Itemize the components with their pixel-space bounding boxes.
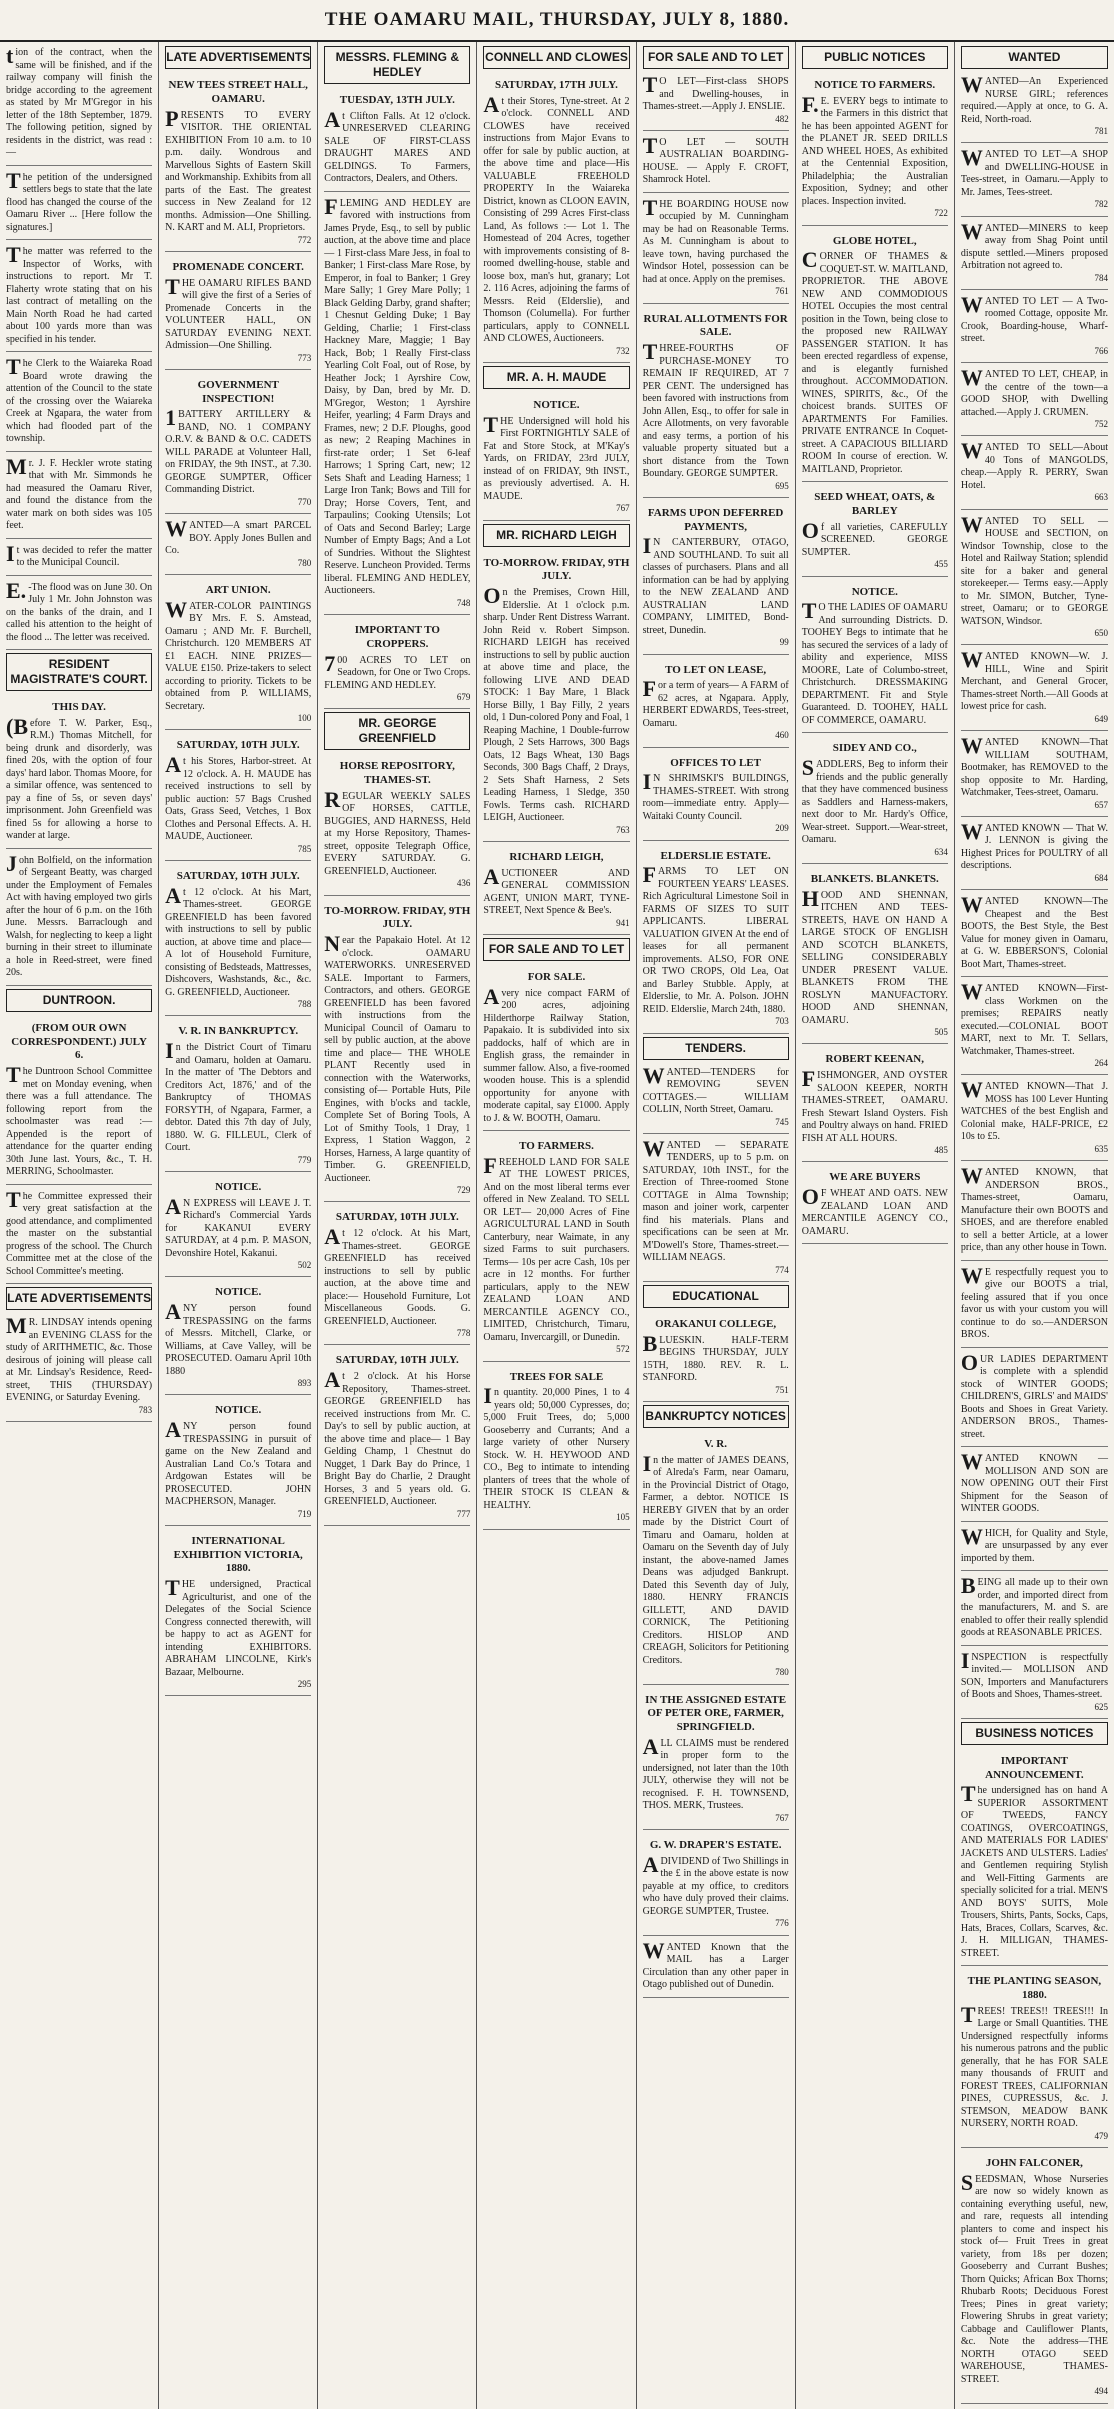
ad-title: SEED WHEAT, OATS, & BARLEY	[814, 491, 936, 517]
ad-text: WANTED KNOWN — MOLLISON AND SON are NOW OPENING OUT their First Shipment for the Season of WINTER GOODS.	[960, 1449, 1108, 1514]
ad-text: THE OAMARU RIFLES BAND will give the first of a Series of Promenade Concerts in the VOLUNTEER HALL, ON SATURDAY EVENING NEXT. Admission—One Shilling.	[165, 273, 312, 351]
advertisement	[643, 196, 789, 304]
ad-title: V. R. IN BANKRUPTCY.	[178, 1025, 299, 1038]
ad-reference-number: 684	[1094, 872, 1108, 883]
ad-title: ART UNION.	[205, 583, 271, 596]
ad-reference-number: 780	[775, 1667, 789, 1678]
ad-reference-number: 625	[1094, 1701, 1108, 1712]
ad-text: OUR LADIES DEPARTMENT is complete with a splendid stock of WINTER GOODS; CHILDREN'S, GIRLS' and MAIDS' Boots and Shoes in Great Variety. ANDERSON BROS., Thames-street.	[960, 1349, 1108, 1440]
advertisement	[6, 852, 152, 986]
ad-text: WANTED Known that the MAIL has a Larger Circulation than any other paper in Otago published out of Dunedin.	[642, 1937, 789, 1990]
ad-text: FISHMONGER, AND OYSTER SALOON KEEPER, NORTH THAMES-STREET, OAMARU. Fresh Stewart Island Oysters. Fish and Poultry always on hand. FRIED FISH AT ALL HOURS.	[801, 1066, 948, 1144]
ad-text: WANTED TO LET, CHEAP, in the centre of the town—a GOOD SHOP, with Dwelling attached.—Apply J. CRUMEN.	[960, 365, 1108, 418]
advertisement	[802, 1165, 948, 1244]
ad-reference-number: 572	[616, 1344, 630, 1355]
ad-reference-number: 634	[934, 846, 948, 857]
advertisement	[165, 1175, 311, 1278]
section-heading: RESIDENT MAGISTRATE'S COURT.	[6, 653, 152, 691]
ad-reference-number: 763	[616, 824, 630, 835]
ad-text: At 12 o'clock. At his Mart, Thames-street. GEORGE GREENFIELD has received instructions to sell by public auction, at the above time and place:— Household Furniture, Lot Miscellaneous Goods. G. GREENFIELD, Auctioneer.	[324, 1224, 471, 1327]
advertisement	[961, 366, 1108, 436]
ad-text: At Clifton Falls. At 12 o'clock. UNRESERVED CLEARING SALE OF FIRST-CLASS DRAUGHT MARES AND GELDINGS. To Farmers, Contractors, Dealers, and Others.	[324, 106, 471, 185]
ad-title: V. R.	[704, 1438, 727, 1450]
ad-reference-number: 778	[456, 1328, 471, 1338]
ad-text: Near the Papakaio Hotel. At 12 o'clock. OAMARU WATERWORKS. UNRESERVED SALE. Important to Farmers, Contractors, and others. GEORGE GREENFIELD has been favored with instructions from the Municipal Council of Oamaru to sell by public auction, at the above time and place— THE WHOLE PLANT Recently used in connection with the Waterworks, consisting of— Portable Huts, Pile Engines, with b'ocks and tackle, Complete Set of Boring Tools, A Lot of Smithy Tools, 1 Dray, 1 Express, 1 Station Waggon, 2 Horses, Harness, A large quantity of Timber. G. GREENFIELD, Auctioneer.	[324, 931, 471, 1184]
advertisement	[483, 1365, 629, 1530]
ad-text: At 2 o'clock. At his Horse Repository, Thames-street. GEORGE GREENFIELD has received instructions from Mr. C. Day's to sell by public auction, at the above time and place— 1 Bay Gelding Champ, 1 Chestnut do Nugget, 1 Dark Bay do Prince, 1 Bright Bay do Charlie, 2 Draught Horses, 3 and 5 years old. G. GREENFIELD, Auctioneer.	[324, 1367, 471, 1507]
ad-text: SADDLERS, Beg to inform their friends and the public generally that they have commenced business as Saddlers and Harness-makers, next door to Mr. Hardy's Office, Wear-street. Support.—Wear-street, Oamaru.	[801, 755, 948, 845]
advertisement	[6, 455, 152, 539]
ad-text: BEING all made up to their own order, and imported direct from the manufacturers, M. and S. are enabled to offer their really splendid goods at REASONABLE PRICES.	[960, 1573, 1108, 1638]
advertisement	[6, 542, 152, 576]
advertisement	[165, 733, 311, 861]
advertisement	[324, 1205, 470, 1345]
ad-reference-number: 100	[297, 713, 312, 723]
ad-text: TO THE LADIES OF OAMARU And surrounding Districts. D. TOOHEY Begs to intimate that he has secured the services of a lady of ability and experience, MISS MOORE, Late of Columbo-street, Christchurch. DRESSMAKING DEPARTMENT. Fit and Style Guaranteed. D. TOOHEY, HALL OF COMMERCE, OAMARU.	[801, 598, 948, 726]
ad-reference-number: 635	[1094, 1143, 1108, 1154]
column-7	[955, 42, 1114, 2409]
section-heading: BUSINESS NOTICES	[961, 1722, 1108, 1745]
section-heading: MR. GEORGE GREENFIELD	[324, 712, 470, 750]
ad-text: At his Stores, Harbor-street. At 12 o'clock. A. H. MAUDE has received instructions to sell by public auction: 57 Bags Crushed Oats, Grass Seed, Vetches, 1 Box Clothes and Personal Effects. A. H. MAUDE, Auctioneer.	[165, 752, 312, 842]
ad-reference-number: 732	[616, 345, 630, 356]
ad-text: WANTED—MINERS to keep away from Shag Point until dispute settled.—Miners proposed Arbitration not agreed to.	[960, 218, 1108, 271]
advertisement	[961, 1574, 1108, 1646]
ad-text: HOOD AND SHENNAN, ITCHEN AND TEES-STREETS, HAVE ON HAND A LARGE STOCK OF ENGLISH AND SCOTCH BLANKETS, SELLING CONSIDERABLY UNDER PRESENT VALUE. BLANKETS FROM THE ROSLYN MANUFACTORY. HOOD AND SHENNAN, OAMARU.	[801, 885, 948, 1026]
advertisement	[643, 501, 789, 655]
advertisement	[961, 1078, 1108, 1161]
ad-reference-number: 679	[456, 692, 471, 702]
advertisement	[324, 618, 470, 709]
ad-title: SATURDAY, 10TH JULY.	[176, 869, 300, 882]
ad-text: FREEHOLD LAND FOR SALE AT THE LOWEST PRICES, And on the most liberal terms ever offered in New Zealand. TO SELL OR LET— 20,000 Acres of Fine AGRICULTURAL LAND in South Canterbury, near Waimate, in any sized Farms to suit purchasers. Terms— 10s per acre Cash, 10s per acre in 12 months. For further particulars, apply to the NEW ZEALAND LOAN AND MERCANTILE AGENCY CO., LIMITED, Christchurch, Timaru, Oamaru, Invercargill, or Dunedin.	[483, 1152, 630, 1343]
masthead	[0, 0, 1114, 42]
ad-title: WE ARE BUYERS	[829, 1171, 921, 1184]
ad-reference-number: 657	[1094, 799, 1108, 810]
advertisement	[961, 220, 1108, 290]
ad-title: FOR SALE.	[527, 970, 586, 983]
ad-title: IN THE ASSIGNED ESTATE OF PETER ORE, FARMER, SPRINGFIELD.	[645, 1693, 787, 1733]
advertisement	[961, 980, 1108, 1075]
advertisement	[483, 551, 629, 842]
section-heading: EDUCATIONAL	[643, 1285, 789, 1308]
ad-title: NOTICE.	[851, 585, 898, 598]
ad-text: THREE-FOURTHS OF PURCHASE-MONEY TO REMAIN IF REQUIRED, AT 7 PER CENT. The undersigned has been favored with instructions from John Allen, Esq., to offer for sale in Acre Allotments, on very favorable and easy terms, a portion of his valuable property situated but a short distance from the Town Boundary. GEORGE SUMPTER.	[642, 339, 789, 479]
ad-title: NEW TEES STREET HALL, OAMARU.	[168, 79, 308, 105]
ad-text: WANTED KNOWN—That J. MOSS has 100 Lever Hunting WATCHES of the best English and Colonial make, HALF-PRICE, £2 10s to £5.	[960, 1077, 1108, 1143]
advertisement	[643, 134, 789, 193]
advertisement	[643, 73, 789, 131]
advertisement	[643, 1833, 789, 1936]
ad-reference-number: 99	[779, 637, 789, 648]
advertisement	[643, 1064, 789, 1134]
advertisement	[802, 229, 948, 483]
advertisement	[6, 579, 152, 651]
advertisement	[483, 393, 629, 521]
ad-text: The matter was referred to the Inspector of Works, with instructions to report. Mr T. Flaherty wrote stating that on his last contract of metalling on the Main North Road he had carted about 100 yards more than was specified in his tender.	[6, 242, 153, 345]
advertisement	[643, 1688, 789, 1831]
ad-reference-number: 460	[775, 730, 789, 741]
advertisement	[961, 893, 1108, 977]
ad-title: HORSE REPOSITORY, THAMES-ST.	[339, 760, 455, 786]
ad-title: ORAKANUI COLLEGE,	[655, 1318, 777, 1330]
ad-text: On the Premises, Crown Hill, Elderslie. At 1 o'clock p.m. sharp. Under Rent Distress Warrant. John Reid v. Robert Simpson. RICHARD LEIGH has received instructions to sell by public auction at above time and place, the following LIVE AND DEAD STOCK: 1 Bay Mare, 1 Black Horse Billy, 1 Bay Filly, 2 years old, 1 Dun-colored Pony and Foal, 1 Reaping Machine, 1 Double-furrow Plough, 2 Sets Harrows, 300 Bags Oats, 12 Bags Wheat, 130 Bags Seconds, 300 Bags Chaff, 2 Drays, 2 Sets Shaft Harness, 2 Sets Leading Harness, 1 Sledge, 350 Fowls. Terms cash. RICHARD LEIGH, Auctioneer.	[483, 583, 630, 823]
ad-title: ROBERT KEENAN,	[825, 1053, 924, 1066]
advertisement	[6, 1188, 152, 1285]
section-heading: BANKRUPTCY NOTICES	[643, 1405, 789, 1428]
advertisement	[6, 243, 152, 352]
section-heading: DUNTROON.	[6, 989, 152, 1012]
ad-title: NOTICE.	[215, 1404, 262, 1417]
ad-text: WANTED KNOWN—W. J. HILL, Wine and Spirit Merchant, and General Grocer, Thames-street North.—All Goods at lowest price for cash.	[960, 647, 1108, 713]
advertisement	[961, 1450, 1108, 1522]
ad-title: FARMS UPON DEFERRED PAYMENTS,	[647, 506, 784, 533]
advertisement	[643, 1432, 789, 1685]
ad-text: WE respectfully request you to give our BOOTS a trial, feeling assured that if you once favor us with your custom you will continue to do so.—ANDERSON BROS.	[960, 1262, 1108, 1340]
ad-reference-number: 784	[1094, 272, 1108, 283]
column-2	[159, 42, 318, 2409]
advertisement	[802, 73, 948, 226]
ad-text: In the District Court of Timaru and Oamaru, holden at Oamaru. In the matter of 'The Debtors and Creditors Act, 1876,' and of the Bankruptcy of THOMAS FORSYTH, of Ngapara, Farmer, a debtor. Dated this 7th day of July, 1880. W. G. FILLEUL, Clerk of Court.	[165, 1038, 312, 1153]
ad-reference-number: 788	[297, 999, 312, 1009]
section-heading: FOR SALE AND TO LET	[643, 46, 789, 69]
ad-text: The petition of the undersigned settlers begs to state that the late flood has changed the course of the Oamaru River ... [Here follow the signatures.]	[6, 167, 153, 233]
column-4	[477, 42, 636, 2409]
advertisement	[6, 1016, 152, 1185]
ad-text: FARMS TO LET ON FOURTEEN YEARS' LEASES. Rich Agricultural Limestone Soil in FARMS OF SIZES TO SUIT APPLICANTS. LIBERAL VALUATION GIVEN At the end of leases for all permanent improvements. ALSO, FOR ONE OR TWO CROPS, Old Lea, Oat and Barley Stubble. Apply, at Elderslie, to Mr. A. Polson. JOHN REID. Elderslie, March 24th, 1880.	[642, 862, 789, 1015]
advertisement	[165, 73, 311, 252]
ad-text: WANTED—A smart PARCEL BOY. Apply Jones Bullen and Co.	[165, 516, 312, 556]
advertisement	[961, 1525, 1108, 1572]
ad-text: WATER-COLOR PAINTINGS BY Mrs. F. S. Amstead, Oamaru ; AND Mr. F. Burchell, Christchurch. 120 MEMBERS AT £1 EACH. NINE PRIZES—VALUE £150. Prize-takers to select according to priority. Tickets to be obtained from P. WILLIAMS, Secretary.	[165, 596, 312, 712]
ad-reference-number: 941	[616, 917, 630, 928]
ad-text: IN SHRIMSKI'S BUILDINGS, THAMES-STREET. With strong room—immediate entry. Apply—Waitaki County Council.	[642, 769, 789, 822]
ad-title: GOVERNMENT INSPECTION!	[197, 378, 279, 405]
ad-text: Of all varieties, CAREFULLY SCREENED. GEORGE SUMPTER.	[801, 517, 948, 558]
ad-title: SATURDAY, 10TH JULY.	[335, 1211, 459, 1224]
ad-text: THE BOARDING HOUSE now occupied by M. Cunningham may be had on Reasonable Terms. As M. Cunningham is about to leave town, having purchased the Windsor Hotel, possession can be had at once. Apply on the premises.	[642, 194, 789, 285]
ad-title: RURAL ALLOTMENTS FOR SALE.	[643, 312, 788, 339]
advertisement	[165, 578, 311, 731]
ad-text: IN CANTERBURY, OTAGO, AND SOUTHLAND. To suit all classes of purchasers. Plans and all information can be had by applying to the NEW ZEALAND AND AUSTRALIAN LAND COMPANY, LIMITED, Bond-street, Dunedin.	[642, 533, 789, 636]
ad-reference-number: 663	[1094, 492, 1108, 503]
ad-text: INSPECTION is respectfully invited.— MOLLISON AND SON, Importers and Manufacturers of Boots and Shoes, Thames-street.	[960, 1647, 1108, 1700]
advertisement	[643, 307, 789, 498]
ad-text: WANTED—An Experienced NURSE GIRL; references required.—Apply at once, to G. A. Reid, North-road.	[960, 72, 1108, 125]
ad-reference-number: 505	[934, 1027, 948, 1037]
ad-text: 700 ACRES TO LET on Seadown, for One or Two Crops. FLEMING AND HEDLEY.	[324, 650, 471, 691]
ad-text: F.E. EVERY begs to intimate to the Farmers in this district that he has been appointed AGENT for the PLANET JR. SEED DRILLS AND WHEEL HOES, As exhibited at the Centennial Exposition, Philadelphia; the Australian Exposition, Sydney; and other places. Inspection invited.	[801, 91, 948, 207]
advertisement	[6, 1314, 152, 1422]
ad-reference-number: 482	[775, 113, 789, 124]
section-heading: LATE ADVERTISEMENTS	[165, 46, 311, 69]
ad-title: (FROM OUR OWN CORRESPONDENT.) JULY 6.	[11, 1021, 147, 1062]
advertisement	[483, 1134, 629, 1362]
column-1	[0, 42, 159, 2409]
advertisement	[961, 1164, 1108, 1261]
advertisement	[324, 88, 470, 192]
advertisement	[165, 255, 311, 370]
ad-text: WANTED TO LET — A Two-roomed Cottage, opposite Mr. Crook, Boarding-house, Wharf-street.	[960, 291, 1108, 345]
advertisement	[6, 44, 152, 166]
ad-reference-number: 209	[775, 823, 789, 834]
advertisement	[961, 734, 1108, 817]
ad-text: REGULAR WEEKLY SALES OF HORSES, CATTLE, BUGGIES, AND HARNESS, Held at my Horse Repository, Thames-street, opposite Telegraph Office, EVERY SATURDAY. G. GREENFIELD, Auctioneer.	[324, 786, 471, 877]
ad-reference-number: 752	[1094, 419, 1108, 429]
section-heading: TENDERS.	[643, 1037, 789, 1060]
advertisement	[165, 1019, 311, 1172]
ad-reference-number: 761	[775, 286, 789, 297]
ad-text: THE Undersigned will hold his First FORTNIGHTLY SALE of Fat and Store Stock, at M'Kay's Yards, on FRIDAY, 23rd JULY, instead of on FRIDAY, 9th INST., as previously advertised. A. H. MAUDE.	[483, 411, 630, 502]
ad-title: TUESDAY, 13TH JULY.	[339, 94, 455, 106]
ad-text: FLEMING AND HEDLEY are favored with instructions from James Pryde, Esq., to sell by public auction, at the above time and place— 1 First-class Mare Jess, in foal to Banker; 1 First-class Mare Rose, by Emperor, in foal to Banker; 1 Grey Mare Sally; 1 Grey Mare Polly; 1 Black Gelding Darby, grand shafter; 1 Chesnut Gelding Duke; 1 Bay Gelding, Charlie; 1 First-class Hackney Mare, Maggie; 1 Bay Hack, Bob; 1 Really First-class Yearling Colt Foal, out of Rose, by Heather Jock; 1 Ayrshire Cow, Daisy, by Dan, bred by Mr. D. M'Gregor, Weston; 1 Ayrshire Heifer, yearling; 4 Farm Drays and Frames, new; 2 D.F. Ploughs, good as new; 2 Reaping Machines in first-rate order; 1 Set 6-leaf Harrows; 1 Spring Cart, new; 12 Sets Shaft and Leading Harness; 1 Large Iron Tank; Bows and Till for Dray; Horse Covers, Tent, and Tarpaulins; Cooking Utensils; Lot of Oats and Second Barley; Large Number of Empty Bags; And a Lot of Sundries. Without the Slightest Reserve. Luncheon Provided. Terms liberal. FLEMING AND HEDLEY, Auctioneers.	[324, 193, 471, 597]
ad-title: SATURDAY, 17TH JULY.	[495, 79, 618, 91]
ad-title: GLOBE HOTEL,	[832, 234, 917, 247]
ad-text: tion of the contract, when the same will be finished, and if the railway company will finish the bridge according to the agreement as stated by Mr M'Gregor in his letter of the 18th September, 1879. The following petition, signed by residents in the district, was read :—	[6, 43, 153, 158]
ad-text: AUCTIONEER AND GENERAL COMMISSION AGENT, UNION MART, TYNE-STREET, Next Spence & Bee's.	[483, 863, 630, 916]
ad-reference-number: 479	[1094, 2130, 1108, 2141]
advertisement	[6, 169, 152, 241]
ad-reference-number: 782	[1094, 199, 1108, 210]
ad-text: TREES! TREES!! TREES!!! In Large or Small Quantities. THE Undersigned respectfully informs his numerous patrons and the public generally, that he has FOR SALE many thousands of FRUIT and FOREST TREES, CALIFORNIAN PINES, CUPRESSUS, &c. J. STEMSON, MEADOW BANK NURSERY, NORTH ROAD.	[960, 2001, 1108, 2130]
ad-text: Mr. J. F. Heckler wrote stating that with Mr. Simmonds he had measured the Oamaru River, and found the distance from the water mark on both sides was 105 feet.	[6, 453, 153, 531]
ad-title: BLANKETS. BLANKETS.	[810, 872, 939, 885]
ad-title: NOTICE.	[215, 1286, 262, 1299]
ad-reference-number: 770	[297, 496, 312, 507]
section-heading: MR. A. H. MAUDE	[483, 366, 629, 389]
ad-title: SIDEY AND CO.,	[832, 742, 917, 755]
ad-text: WANTED KNOWN—First-class Workmen on the premises; REPAIRS neatly executed.—COLONIAL BOOT MART, next to Mr. T. Sellars, Watchmaker, Thames-street.	[960, 979, 1108, 1057]
ad-reference-number: 649	[1094, 713, 1108, 724]
ad-title: JOHN FALCONER,	[985, 2157, 1083, 2169]
advertisement	[483, 73, 629, 363]
ad-text: ADIVIDEND of Two Shillings in the £ in the above estate is now payable at my office, to creditors who have duly proved their claims. GEORGE SUMPTER, Trustee.	[642, 1851, 789, 1917]
ad-text: WANTED KNOWN — That W. J. LENNON is giving the Highest Prices for POULTRY of all descriptions.	[960, 818, 1108, 872]
advertisement	[961, 648, 1108, 731]
advertisement	[961, 73, 1108, 143]
advertisement	[961, 1649, 1108, 1719]
ad-reference-number: 779	[297, 1154, 312, 1165]
ad-text: CORNER OF THAMES & COQUET-ST. W. MAITLAND, PROPRIETOR. THE ABOVE NEW AND COMMODIOUS HOTEL Occupies the most central position in the Town, being close to the proposed new RAILWAY PASSENGER STATION. It has been erected regardless of expense, and is elegantly furnished throughout. ACCOMMODATION. WINES, SPIRITS, &c., Of the choicest brands. SUITES OF APARTMENTS For Families. PRIVATE ENTRANCE In Coquet-street. A CAPACIOUS BILLIARD ROOM In course of erection. W. MAITLAND, Proprietor.	[801, 247, 948, 475]
section-heading: PUBLIC NOTICES	[802, 46, 948, 69]
column-5	[637, 42, 796, 2409]
advertisement	[165, 1529, 311, 1697]
ad-title: OFFICES TO LET	[670, 756, 761, 769]
ad-title: THIS DAY.	[52, 701, 106, 713]
ad-title: NOTICE.	[533, 399, 580, 411]
advertisement	[961, 820, 1108, 890]
ad-reference-number: 295	[297, 1679, 312, 1689]
advertisement	[643, 1312, 789, 1402]
ad-text: For a term of years— A FARM of 62 acres, at Ngapara. Apply, HERBERT EDWARDS, Tees-street, Oamaru.	[642, 676, 789, 729]
advertisement	[961, 2151, 1108, 2404]
ad-reference-number: 772	[297, 234, 312, 245]
ad-text: Avery nice compact FARM of 200 acres, adjoining Hilderthorpe Railway Station, Papakaio. It is subdivided into six paddocks, half of which are in English grass, the remainder in summer fallow. Also, a five-roomed wooden house. This is a splendid opportunity for anyone with moderate capital, say £1000. Apply to J. & W. BOOTH, Oamaru.	[483, 983, 630, 1124]
ad-text: THE undersigned, Practical Agriculturist, and one of the Delegates of the Social Science Congress connected therewith, will be happy to act as AGENT for intending EXHIBITORS. ABRAHAM LINCOLNE, Kirk's Bazaar, Melbourne.	[165, 1575, 312, 1678]
ad-reference-number: 105	[616, 1512, 630, 1523]
ad-text: It was decided to refer the matter to the Municipal Council.	[6, 540, 153, 568]
ad-reference-number: 719	[297, 1508, 312, 1519]
section-heading: WANTED	[961, 46, 1108, 69]
ad-text: WANTED — SEPARATE TENDERS, up to 5 p.m. on SATURDAY, 10th INST., for the Erection of Three-roomed Stone COTTAGE in Alma Township; mason and joiner work, carpenter find his materials. Plans and specifications can be seen at Mr. M'Dowell's Store, Thames-street.— WILLIAM NEAGS.	[642, 1135, 789, 1264]
ad-title: TO LET ON LEASE,	[665, 663, 767, 676]
column-3	[318, 42, 477, 2409]
ad-reference-number: 745	[775, 1116, 789, 1127]
ad-reference-number: 767	[775, 1812, 789, 1823]
ad-text: At their Stores, Tyne-street. At 2 o'clock. CONNELL AND CLOWES have received instructions from Major Evans to offer for sale by public auction, at the above time and place—His VALUABLE FREEHOLD PROPERTY In the Waiareka District, known as CLOON EAVIN, Consisting of 299 Acres First-class Land, As follows :— Lot 1. The Homestead of 204 Acres, together with improvements consisting of 8-roomed dwelling-house, stable and loose box, man's hut, granary; Lot 2. 116 Acres, adjoining the farms of Messrs. Reid (Elderslie), and Thomson (Columella). For further particulars, apply to CONNELL AND CLOWES, Auctioneers.	[483, 91, 630, 345]
ad-reference-number: 729	[456, 1185, 471, 1195]
ad-title: SATURDAY, 10TH JULY.	[176, 739, 300, 752]
ad-text: WANTED—TENDERS for REMOVING SEVEN COTTAGES.— WILLIAM COLLIN, North Street, Oamaru.	[642, 1062, 789, 1115]
ad-text: WANTED TO LET—A SHOP and DWELLING-HOUSE in Tees-street, in Oamaru.—Apply to Mr. James, Tees-street.	[960, 145, 1108, 198]
ad-title: IMPORTANT ANNOUNCEMENT.	[985, 1754, 1084, 1781]
ad-text: ANY person found TRESPASSING on the farms of Messrs. Mitchell, Clarke, or Williams, at Cave Valley, will be PROSECUTED. Oamaru April 10th 1880	[165, 1299, 312, 1377]
ad-text: The Clerk to the Waiareka Road Board wrote drawing the attention of the Council to the state of the crossing over the Waiareka Creek at Ngapara, the water from which had flooded part of the township.	[6, 354, 153, 444]
advertisement	[961, 1749, 1108, 1967]
ad-reference-number: 773	[297, 352, 312, 363]
ad-reference-number: 695	[775, 480, 789, 491]
ad-title: THE PLANTING SEASON, 1880.	[967, 1975, 1102, 2001]
advertisement	[483, 965, 629, 1131]
ad-reference-number: 767	[616, 503, 630, 514]
ad-text: TO LET—First-class SHOPS and Dwelling-houses, in Thames-street.—Apply J. ENSLIE.	[642, 72, 789, 112]
advertisement	[6, 695, 152, 849]
ad-title: PROMENADE CONCERT.	[172, 260, 304, 273]
ad-reference-number: 893	[297, 1378, 312, 1388]
ad-title: TO-MORROW. FRIDAY, 9TH JULY.	[324, 904, 471, 931]
advertisement	[165, 373, 311, 514]
advertisement	[802, 485, 948, 576]
advertisement	[165, 1398, 311, 1526]
ad-reference-number: 455	[934, 559, 948, 570]
ad-text: WHICH, for Quality and Style, are unsurpassed by any ever imported by them.	[960, 1523, 1108, 1564]
advertisement	[324, 195, 470, 615]
ad-reference-number: 774	[775, 1264, 789, 1275]
ad-reference-number: 785	[297, 843, 312, 854]
ad-text: WANTED TO SELL — HOUSE and SECTION, on Windsor Township, close to the Hotel and Railway Station; splendid site for a baker and general storekeeper.— Terms easy.—Apply to Mr. SIMON, Butcher, Tyne-street, Oamaru; or to GEORGE WATSON, Windsor.	[960, 511, 1108, 627]
ad-text: AN EXPRESS will LEAVE J. T. Richard's Commercial Yards for KAKANUI EVERY SATURDAY, at 4 p.m. P. MASON, Devonshire Hotel, Kakanui.	[165, 1193, 312, 1259]
ad-text: OF WHEAT AND OATS. NEW ZEALAND LOAN AND MERCANTILE AGENCY CO., OAMARU.	[801, 1184, 948, 1237]
ad-reference-number: 264	[1094, 1058, 1108, 1068]
ad-reference-number: 783	[138, 1404, 153, 1415]
ad-title: TO-MORROW. FRIDAY, 9TH JULY.	[483, 556, 630, 583]
ad-reference-number: 766	[1094, 345, 1108, 356]
section-heading: FOR SALE AND TO LET	[483, 938, 629, 961]
ad-text: SEEDSMAN, Whose Nurseries are now so widely known as containing everything useful, new, and rare, requests all intending planters to come and inspect his stock of— Fruit Trees in great variety, from 18s per dozen; Gooseberry and Currant Bushes; Thorn Quicks; African Box Thorns; Rhubarb Roots; Deciduous Forest Trees; Pines in great variety; Flowering Shrubs in great variety; Cabbage and Cauliflower Plants, &c. Note the address—THE NORTH OTAGO SEED WAREHOUSE, THAMES-STREET.	[960, 2169, 1108, 2385]
advertisement	[961, 1264, 1108, 1348]
ad-reference-number: 776	[775, 1918, 789, 1929]
section-heading: MESSRS. FLEMING & HEDLEY	[324, 46, 470, 84]
advertisement	[643, 1137, 789, 1282]
ad-text: 1BATTERY ARTILLERY & BAND, NO. 1 COMPANY O.R.V. & BAND & O.C. CADETS WILL PARADE at Volunteer Hall, on FRIDAY, the 9th INST., at 7.30. GEORGE SUMPTER, Officer Commanding District.	[165, 405, 312, 496]
ad-title: ELDERSLIE ESTATE.	[660, 849, 771, 862]
advertisement	[165, 517, 311, 575]
ad-text: PRESENTS TO EVERY VISITOR. THE ORIENTAL EXHIBITION From 10 a.m. to 10 p.m. daily. Wondrous and Marvellous Sights of Eastern Skill and Workmanship. Exhibits from all parts of the East. The greatest success in New Zealand for 12 months. Admission—One Shilling. N. KART and M. ALI, Proprietors.	[165, 105, 312, 233]
ad-text: MR. LINDSAY intends opening an EVENING CLASS for the study of ARITHMETIC, &c. Those desirous of joining will please call at Mr. Lindsay's Residence, Reed-street, THIS (THURSDAY) EVENING, or Saturday Evening.	[6, 1313, 153, 1403]
advertisement	[961, 513, 1108, 646]
ad-title: TO FARMERS.	[519, 1140, 594, 1152]
advertisement	[165, 864, 311, 1017]
advertisement	[802, 580, 948, 734]
ad-title: RICHARD LEIGH,	[509, 850, 604, 863]
ad-text: BLUESKIN. HALF-TERM BEGINS THURSDAY, JULY 15TH, 1880. REV. R. L. STANFORD.	[642, 1330, 789, 1384]
ad-text: In quantity. 20,000 Pines, 1 to 4 years old; 50,000 Cypresses, do; 5,000 Fruit Trees, do; 5,000 Gooseberry and Currants; And a large variety of other Nursery Stock. W. H. HEYWOOD AND CO., Beg to intimate to intending planters of trees that the whole of THEIR STOCK IS CLEAN & HEALTHY.	[483, 1383, 630, 1511]
advertisement	[643, 751, 789, 841]
ad-reference-number: 748	[456, 597, 471, 608]
columns	[0, 42, 1114, 2397]
advertisement	[643, 658, 789, 748]
advertisement	[324, 754, 470, 895]
advertisement	[961, 1351, 1108, 1448]
ad-text: WANTED TO SELL—About 40 Tons of MANGOLDS, cheap.—Apply R. PERRY, Swan Hotel.	[960, 438, 1108, 491]
advertisement	[802, 1047, 948, 1162]
advertisement	[802, 736, 948, 864]
advertisement	[324, 899, 470, 1203]
section-heading: CONNELL AND CLOWES	[483, 46, 629, 69]
ad-text: WANTED KNOWN—That WILLIAM SOUTHAM, Bootmaker, has REMOVED to the shop opposite to Mr. Harding, Watchmaker, Tees-street, Oamaru.	[960, 733, 1108, 798]
ad-reference-number: 502	[297, 1260, 312, 1270]
ad-reference-number: 777	[456, 1508, 471, 1519]
ad-title: G. W. DRAPER'S ESTATE.	[649, 1839, 782, 1851]
ad-text: E.-The flood was on June 30. On July 1 Mr. John Johnston was on the banks of the drain, and I called his attention to the height of the flood ... The letter was received.	[6, 577, 153, 643]
ad-text: TO LET — SOUTH AUSTRALIAN BOARDING-HOUSE. — Apply F. CROFT, Shamrock Hotel.	[642, 132, 789, 186]
ad-reference-number: 781	[1094, 126, 1108, 136]
section-heading: MR. RICHARD LEIGH	[483, 524, 629, 547]
ad-reference-number: 780	[297, 557, 312, 568]
ad-reference-number: 751	[775, 1384, 789, 1395]
ad-reference-number: 650	[1094, 628, 1108, 638]
ad-text: The Committee expressed their very great satisfaction at the good attendance, and complimented the master on the substantial progress of the school. The Church Committee met at the close of the School Committee's meeting.	[6, 1186, 153, 1277]
ad-reference-number: 485	[934, 1145, 948, 1155]
ad-reference-number: 703	[775, 1016, 789, 1027]
advertisement	[643, 844, 789, 1034]
advertisement	[961, 1969, 1108, 2148]
ad-title: IMPORTANT TO CROPPERS.	[354, 624, 440, 650]
ad-text: The undersigned has on hand A SUPERIOR ASSORTMENT OF TWEEDS, FANCY COATINGS, OVERCOATINGS, AND MATERIALS FOR LADIES' JACKETS AND ULSTERS. Ladies' and Gentlemen requiring Stylish and Well-Fitting Garments are specially solicited for a trial. MEN'S AND BOYS' SUITS, Mole Trousers, Shirts, Pants, Socks, Caps, Hats, Braces, Collars, Scarves, &c. J. H. MILLIGAN, THAMES-STREET.	[960, 1781, 1108, 1959]
ad-text: WANTED KNOWN—The Cheapest and the Best BOOTS, the Best Style, the Best Value for money given in Oamaru, at G. W. EBBERSON'S, Colonial Boot Mart, Thames-street.	[960, 892, 1108, 970]
ad-reference-number: 436	[456, 878, 471, 889]
advertisement	[802, 867, 948, 1045]
ad-title: NOTICE.	[215, 1180, 262, 1193]
advertisement	[165, 1280, 311, 1395]
ad-title: SATURDAY, 10TH JULY.	[335, 1354, 459, 1367]
ad-text: WANTED KNOWN, that ANDERSON BROS., Thames-street, Oamaru, Manufacture their own BOOTS and SHOES, and are therefore enabled to sell a better Article, at a lower price, than any other house in Town.	[960, 1163, 1108, 1253]
advertisement	[324, 1348, 470, 1526]
ad-text: ALL CLAIMS must be rendered in proper form to the undersigned, not later than the 10th JULY, otherwise they will not be recognised. F. H. TOWNSEND, THOS. MERK, Trustees.	[642, 1733, 789, 1812]
ad-text: In the matter of JAMES DEANS, of Alreda's Farm, near Oamaru, in the Provincial District of Otago, Farmer, a debtor. NOTICE IS HEREBY GIVEN that by an order made by the District Court of Timaru and Oamaru, holden at Oamaru on the Seventh day of July instant, the above-named James Deans was adjudged Bankrupt. Dated this Seventh day of July, 1880. HENRY FRANCIS GILLETT, AND DAVID CORNICK, The Petitioning Creditors. HISLOP AND CREAGH, Solicitors for Petitioning Creditors.	[642, 1450, 789, 1666]
column-6	[796, 42, 955, 2409]
advertisement	[961, 439, 1108, 509]
ad-text: ANY person found TRESPASSING in pursuit of game on the New Zealand and Australian Land Co.'s Totara and Ardgowan Estates will be PROSECUTED. JOHN MACPHERSON, Manager.	[165, 1417, 312, 1507]
ad-reference-number: 722	[934, 208, 948, 219]
advertisement	[961, 293, 1108, 363]
ad-reference-number: 494	[1094, 2386, 1108, 2397]
ad-title: INTERNATIONAL EXHIBITION VICTORIA, 1880.	[173, 1534, 303, 1575]
advertisement	[483, 845, 629, 935]
advertisement	[6, 355, 152, 452]
advertisement	[643, 1939, 789, 1998]
section-heading: LATE ADVERTISEMENTS	[6, 1287, 152, 1310]
ad-title: NOTICE TO FARMERS.	[814, 79, 936, 91]
ad-text: John Bolfield, on the information of Sergeant Beatty, was charged under the Employment of Females Act with having employed two girls after the hour of 6 p.m. on the 16th June. Messrs. Barraclough and Walsh, for neglecting to keep a light burning in their street to illuminate a hole in Reed-street, were fined 20s.	[6, 850, 153, 979]
ad-title: TREES FOR SALE	[509, 1370, 604, 1383]
ad-text: At 12 o'clock. At his Mart, Thames-street. GEORGE GREENFIELD has been favored with instructions to sell by public auction, at above time and place— A lot of Household Furniture, consisting of Bedsteads, Mattresses, Dishcovers, Washstands, &c., &c. G. GREENFIELD, Auctioneer.	[165, 882, 312, 998]
advertisement	[961, 146, 1108, 216]
ad-text: The Duntroon School Committee met on Monday evening, when there was a full attendance. The following report from the schoolmaster was read :— Appended is the report of attendance for the quarter ending 30th June last. Yours, &c., T. H. MERRING, Schoolmaster.	[6, 1062, 153, 1177]
masthead-title: THE OAMARU MAIL, THURSDAY, JULY 8, 1880.	[324, 9, 790, 30]
ad-text: (Before T. W. Parker, Esq., R.M.) Thomas Mitchell, for being drunk and disorderly, was fined 20s, with the option of four days' hard labor. Thomas Moore, for a similar offence, was sentenced to pay a fine of 5s, or seven days' imprisonment. John Greenfield was fined 5s for allowing a horse to wander at large.	[6, 713, 153, 842]
